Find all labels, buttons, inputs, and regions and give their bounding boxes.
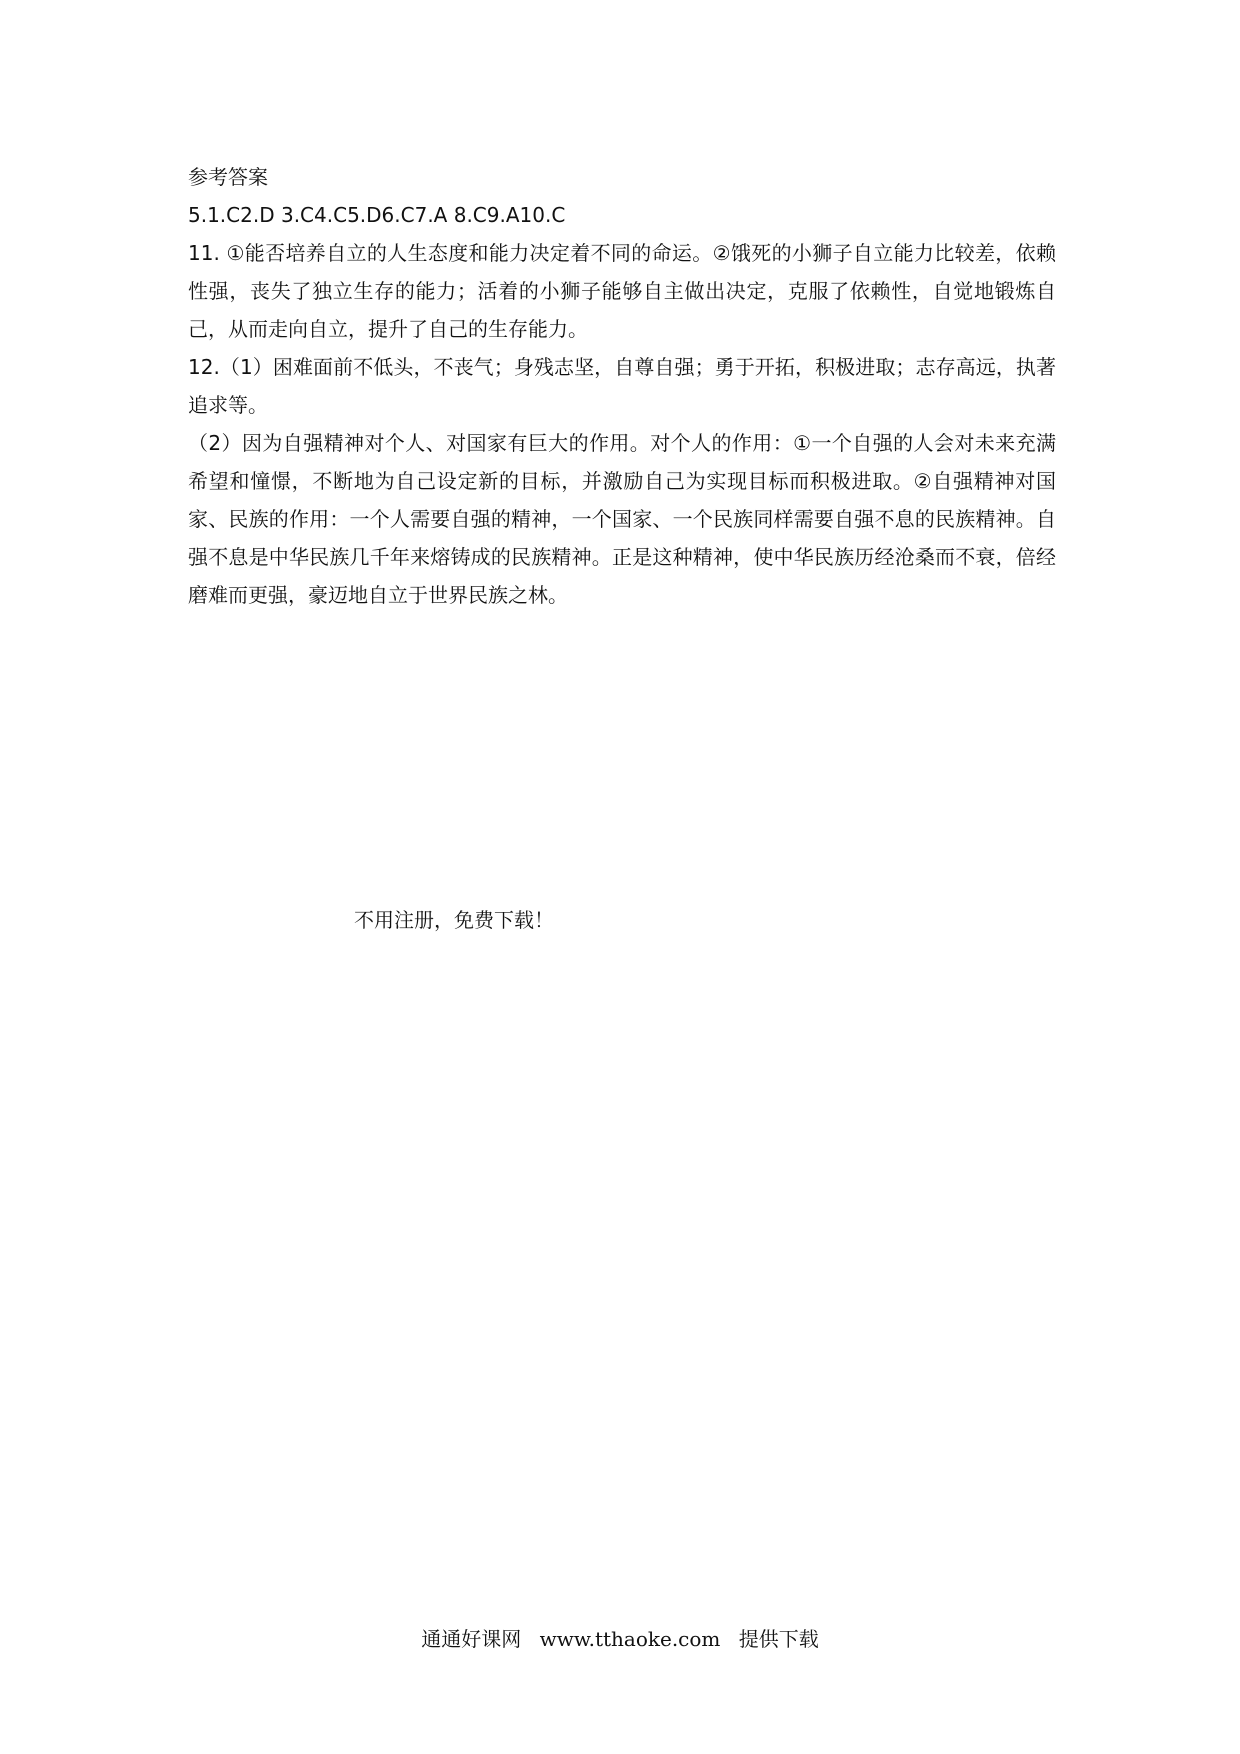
- answer-section: [188, 158, 1056, 614]
- question-12-part-2-answer: （2）因为自强精神对个人、对国家有巨大的作用。对个人的作用：①一个自强的人会对未来充满希望和憧憬，不断地为自己设定新的目标，并激励自己为实现目标而积极进取。②自强精神对国家、民族的作用：一个人需要自强的精神，一个国家、一个民族同样需要自强不息的民族精神。自强不息是中华民族几千年来熔铸成的民族精神。正是这种精神，使中华民族历经沧桑而不衰，倍经磨难而更强，豪迈地自立于世界民族之林。: [188, 431, 1056, 607]
- answer-heading: 参考答案: [188, 165, 268, 189]
- download-notice: 不用注册，免费下载！: [354, 908, 554, 932]
- question-12-part-1-answer: 12.（1）困难面前不低头，不丧气；身残志坚，自尊自强；勇于开拓，积极进取；志存高远，执著追求等。: [188, 355, 1056, 417]
- footer-url-link[interactable]: www.tthaoke.com: [539, 1627, 721, 1651]
- footer-tail-text: 提供下载: [738, 1627, 819, 1651]
- multiple-choice-answers: 5.1.C2.D 3.C4.C5.D6.C7.A 8.C9.A10.C: [188, 203, 566, 227]
- question-11-answer: 11. ①能否培养自立的人生态度和能力决定着不同的命运。②饿死的小狮子自立能力比较差，依赖性强，丧失了独立生存的能力；活着的小狮子能够自主做出决定，克服了依赖性，自觉地锻炼自己，从而走向自立，提升了自己的生存能力。: [188, 241, 1056, 341]
- footer-site-name: 通通好课网: [421, 1627, 522, 1651]
- page-footer: [0, 1624, 1240, 1654]
